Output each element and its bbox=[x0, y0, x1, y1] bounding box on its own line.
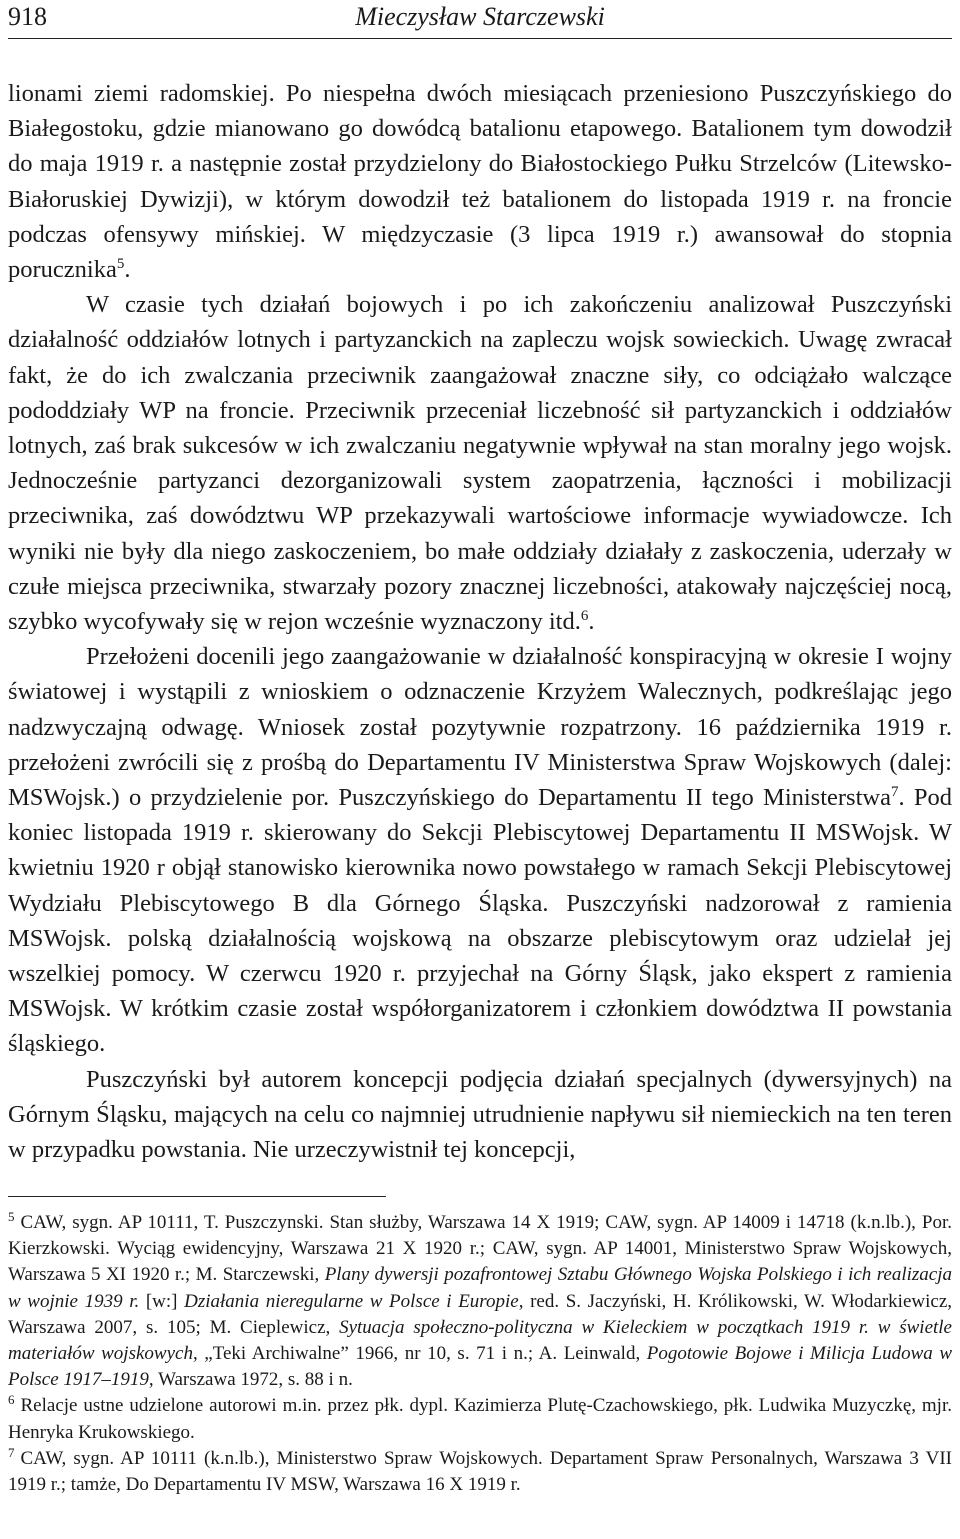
footnote-italic-title: Pogotowie Bojowe i Milicja Ludowa w Polsce 1917–1919 bbox=[8, 1343, 952, 1391]
footnote-text: CAW, sygn. AP 10111 (k.n.lb.), Ministerstwo Spraw Wojskowych. Departament Spraw Personalnych, Warszawa 3 VII 1919 r.; tamże, Do Departamentu IV MSW, Warszawa 16 X 1919 r. bbox=[8, 1447, 952, 1496]
paragraph-text: W czasie tych działań bojowych i po ich zakończeniu analizował Puszczyński działalność oddziałów lotnych i partyzanckich na zapleczu wojsk sowieckich. Uwagę zwracał fakt, że do ich zwalczania przeciwnik zaangażował znaczne siły, co odciążało walczące pododdziały WP na froncie. Przeciwnik przeceniał liczebność sił partyzanckich i oddziałów lotnych, zaś brak sukcesów w ich zwalczaniu negatywnie wpływał na stan moralny jego wojsk. Jednocześnie partyzanci dezorganizowali system zaopatrzenia, łączności i mobilizacji przeciwnika, zaś dowództwu WP przekazywali wartościowe informacje wywiadowcze. Ich wyniki nie były dla niego zaskoczeniem, bo małe oddziały działały z zaskoczenia, uderzały w czułe miejsca przeciwnika, stwarzały pozory znacznej liczebności, atakowały najczęściej nocą, szybko wycofywały się w rejon wcześnie wyznaczony itd. bbox=[8, 291, 952, 636]
footnote-italic-title: Plany dywersji pozafrontowej Sztabu Głównego Wojska Polskiego i ich realizacja w wojnie 1939 r. bbox=[8, 1264, 952, 1312]
footnote-ref-6: 6 bbox=[580, 607, 589, 624]
paragraph bbox=[8, 76, 952, 287]
page-header bbox=[8, 0, 952, 39]
footnote-6 bbox=[8, 1393, 952, 1445]
footnote-number: 5 bbox=[8, 1208, 15, 1224]
paragraph bbox=[8, 639, 952, 1061]
paragraph: Puszczyński był autorem koncepcji podjęcia działań specjalnych (dywersyjnych) na Górnym Śląsku, mających na celu co najmniej utrudnienie napływu sił niemieckich na ten teren w przypadku powstania. Nie urzeczywistnił tej koncepcji, bbox=[8, 1065, 952, 1164]
footnote-7 bbox=[8, 1446, 952, 1498]
footnote-text: , „Teki Archiwalne” 1966, nr 10, s. 71 i n.; A. Leinwald, bbox=[192, 1343, 647, 1365]
footnote-text: , Warszawa 1972, s. 88 i n. bbox=[148, 1369, 353, 1391]
footnote-number: 6 bbox=[8, 1392, 15, 1408]
page-number: 918 bbox=[8, 2, 47, 31]
paragraph bbox=[8, 287, 952, 639]
footnote-5 bbox=[8, 1210, 952, 1393]
footnote-text: , red. S. Jaczyński, H. Królikowski, W. Włodarkiewicz, Warszawa 2007, s. 105; M. Cieplewicz, bbox=[8, 1290, 953, 1338]
paragraph-text: . bbox=[588, 608, 595, 636]
footnote-ref-7: 7 bbox=[890, 783, 899, 800]
footnotes bbox=[8, 1210, 952, 1498]
paragraph-text: Przełożeni docenili jego zaangażowanie w działalność konspiracyjną w okresie I wojny światowej i wystąpili z wnioskiem o odznaczenie Krzyżem Walecznych, podkreślając jego nadzwyczajną odwagę. Wniosek został pozytywnie rozpatrzony. 16 października 1919 r. przełożeni zwrócili się z prośbą do Departamentu IV Ministerstwa Spraw Wojskowych (dalej: MSWojsk.) o przydzielenie por. Puszczyńskiego do Departamentu II tego Ministerstwa bbox=[8, 643, 952, 812]
footnote-italic-title: Sytuacja społeczno-polityczna w Kieleckiem w początkach 1919 r. w świetle materiałów wojskowych bbox=[8, 1316, 952, 1365]
footnote-ref-5: 5 bbox=[116, 255, 125, 272]
running-head-author: Mieczysław Starczewski bbox=[355, 2, 605, 31]
paragraph-text: lionami ziemi radomskiej. Po niespełna dwóch miesiącach przeniesiono Puszczyńskiego do Białegostoku, gdzie mianowano go dowódcą batalionu etapowego. Batalionem tym dowodził do maja 1919 r. a następnie został przydzielony do Białostockiego Pułku Strzelców (Litewsko-Białoruskiej Dywizji), w którym dowodził też batalionem do listopada 1919 r. na froncie podczas ofensywy mińskiej. W międzyczasie (3 lipca 1919 r.) awansował do stopnia porucznika bbox=[8, 80, 952, 284]
footnote-text: [w:] bbox=[139, 1290, 185, 1312]
footnote-number: 7 bbox=[8, 1444, 15, 1460]
paragraph-text: . bbox=[124, 256, 131, 284]
main-text bbox=[8, 76, 952, 1167]
paragraph-text: . Pod koniec listopada 1919 r. skierowany do Sekcji Plebiscytowej Departamentu II MSWojsk. W kwietniu 1920 r objął stanowisko kierownika nowo powstałego w ramach Sekcji Plebiscytowej Wydziału Plebiscytowego B dla Górnego Śląska. Puszczyński nadzorował z ramienia MSWojsk. polską działalnością wojskową na obszarze plebiscytowym oraz udzielał jej wszelkiej pomocy. W czerwcu 1920 r. przyjechał na Górny Śląsk, jako ekspert z ramienia MSWojsk. W krótkim czasie został współorganizatorem i członkiem dowództwa II powstania śląskiego. bbox=[8, 784, 952, 1058]
footnote-text: CAW, sygn. AP 10111, T. Puszczynski. Stan służby, Warszawa 14 X 1919; CAW, sygn. AP 14009 i 14718 (k.n.lb.), Por. Kierzkowski. Wyciąg ewidencyjny, Warszawa 21 X 1920 r.; CAW, sygn. AP 14001, Ministerstwo Spraw Wojskowych, Warszawa 5 XI 1920 r.; M. Starczewski, bbox=[8, 1212, 952, 1286]
footnote-italic-title: Działania nieregularne w Polsce i Europie bbox=[184, 1290, 519, 1312]
footnote-separator bbox=[8, 1196, 386, 1197]
footnote-text: Relacje ustne udzielone autorowi m.in. przez płk. dypl. Kazimierza Plutę-Czachowskiego, płk. Ludwika Muzyczkę, mjr. Henryka Krukowskiego. bbox=[8, 1395, 952, 1443]
